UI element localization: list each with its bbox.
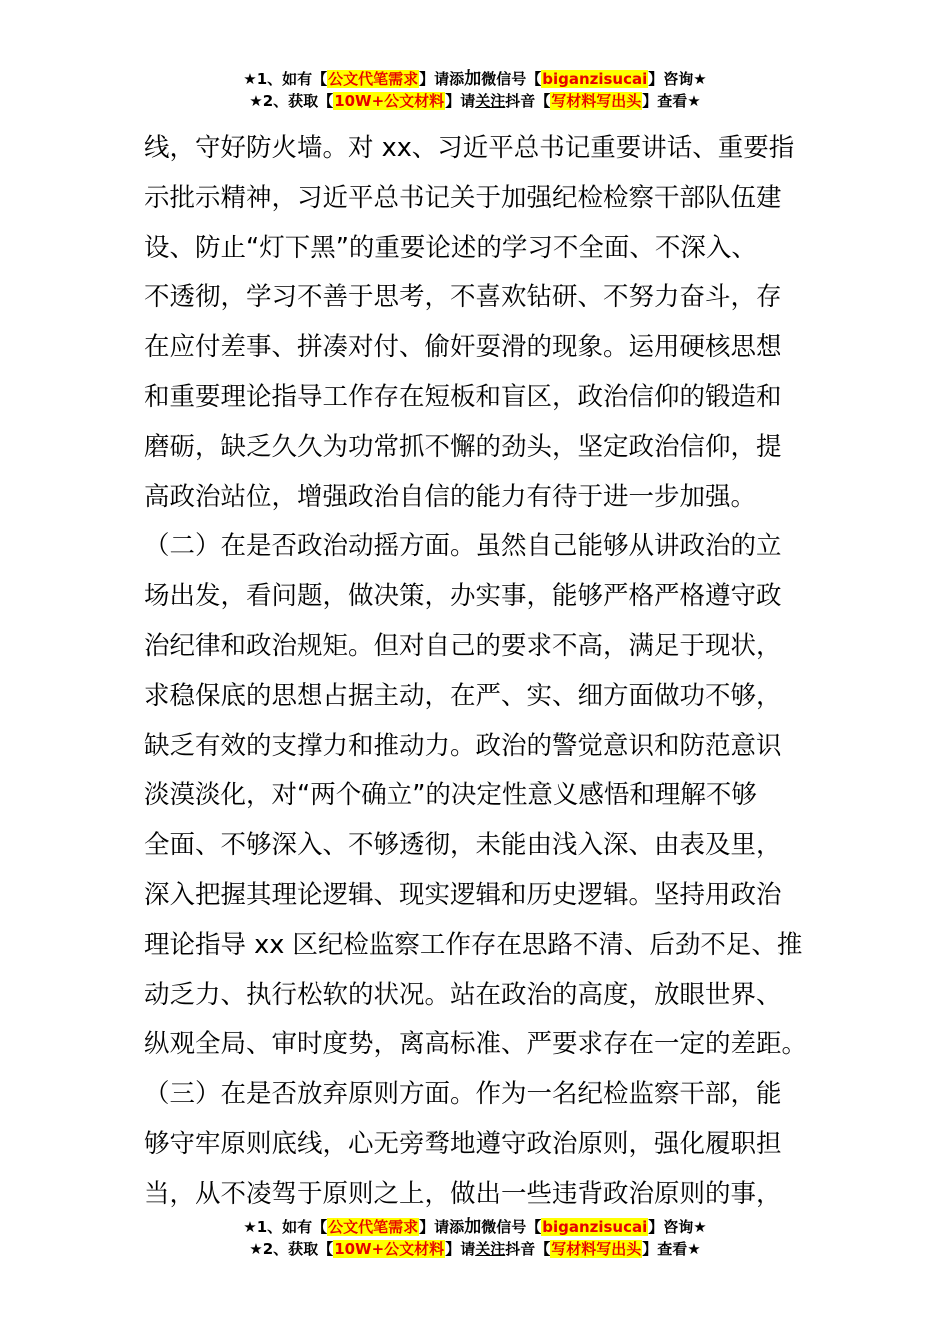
banner-text: 加 bbox=[464, 69, 482, 89]
body-line: 磨砺，缺乏久久为功常抓不懈的劲头，坚定政治信仰，提 bbox=[144, 431, 782, 462]
banner-text: ★2、获取【 bbox=[249, 1240, 334, 1258]
body-line: 不透彻，学习不善于思考，不喜欢钻研、不努力奋斗，存 bbox=[144, 282, 782, 313]
banner-highlight: 10W+公文材料 bbox=[334, 1240, 445, 1258]
banner-text: 】咨询★ bbox=[648, 70, 707, 88]
banner-text: 】请添 bbox=[419, 1218, 465, 1236]
banner-line-2 bbox=[0, 90, 950, 112]
banner-highlight: 公文代笔需求 bbox=[328, 70, 419, 88]
document-body bbox=[144, 124, 809, 1220]
body-line: 够守牢原则底线，心无旁骛地遵守政治原则，强化履职担 bbox=[144, 1128, 782, 1159]
banner-text: 加 bbox=[464, 1217, 482, 1237]
body-line: 深入把握其理论逻辑、现实逻辑和历史逻辑。坚持用政治 bbox=[144, 879, 782, 910]
banner-text: ★2、获取【 bbox=[249, 92, 334, 110]
body-line: 求稳保底的思想占据主动，在严、实、细方面做功不够， bbox=[144, 680, 782, 711]
banner-text: 关注 bbox=[475, 1240, 506, 1258]
body-line: 动乏力、执行松软的状况。站在政治的高度，放眼世界、 bbox=[144, 979, 782, 1010]
banner-text: ★1、如有【 bbox=[243, 1218, 328, 1236]
body-line: 淡漠淡化，对“两个确立”的决定性意义感悟和理解不够 bbox=[144, 780, 757, 811]
banner-highlight: 公文代笔需求 bbox=[328, 1218, 419, 1236]
body-line: 高政治站位，增强政治自信的能力有待于进一步加强。 bbox=[144, 481, 757, 512]
banner-highlight: 10W+公文材料 bbox=[334, 92, 445, 110]
banner-text: 】查看★ bbox=[642, 92, 701, 110]
body-line: 全面、不够深入、不够透彻，未能由浅入深、由表及里， bbox=[144, 830, 782, 861]
body-line: 设、防止“灯下黑”的重要论述的学习不全面、不深入、 bbox=[144, 232, 757, 263]
body-line: 治纪律和政治规矩。但对自己的要求不高，满足于现状， bbox=[144, 630, 782, 661]
body-line: （二）在是否政治动摇方面。虽然自己能够从讲政治的立 bbox=[144, 531, 782, 562]
body-line: 示批示精神，习近平总书记关于加强纪检检察干部队伍建 bbox=[144, 182, 782, 213]
banner-highlight: 写材料写出头 bbox=[551, 1240, 642, 1258]
banner-line-1 bbox=[0, 68, 950, 90]
banner-line-2 bbox=[0, 1238, 950, 1260]
body-line: 理论指导 xx 区纪检监察工作存在思路不清、后劲不足、推 bbox=[144, 929, 803, 960]
banner-text: 微信号【 bbox=[481, 1218, 542, 1236]
body-line: 当，从不凌驾于原则之上，做出一些违背政治原则的事， bbox=[144, 1178, 782, 1209]
body-line: （三）在是否放弃原则方面。作为一名纪检监察干部，能 bbox=[144, 1079, 782, 1110]
banner-line-1 bbox=[0, 1216, 950, 1238]
body-line: 场出发，看问题，做决策，办实事，能够严格严格遵守政 bbox=[144, 581, 782, 612]
footer-banner bbox=[0, 1216, 950, 1260]
body-line: 缺乏有效的支撑力和推动力。政治的警觉意识和防范意识 bbox=[144, 730, 782, 761]
banner-text: 】查看★ bbox=[642, 1240, 701, 1258]
body-line: 纵观全局、审时度势，离高标准、严要求存在一定的差距。 bbox=[144, 1029, 808, 1060]
banner-text: 】请添 bbox=[419, 70, 465, 88]
banner-text: 抖音【 bbox=[505, 1240, 551, 1258]
banner-highlight: 写材料写出头 bbox=[551, 92, 642, 110]
banner-text: 关注 bbox=[475, 92, 506, 110]
body-line: 在应付差事、拼凑对付、偷奸耍滑的现象。运用硬核思想 bbox=[144, 332, 782, 363]
body-line: 线，守好防火墙。对 xx、习近平总书记重要讲话、重要指 bbox=[144, 133, 795, 163]
body-line: 和重要理论指导工作存在短板和盲区，政治信仰的锻造和 bbox=[144, 381, 782, 412]
banner-text: 微信号【 bbox=[481, 70, 542, 88]
banner-highlight: biganzisucai bbox=[542, 70, 648, 88]
header-banner bbox=[0, 68, 950, 112]
banner-text: 抖音【 bbox=[505, 92, 551, 110]
banner-highlight: biganzisucai bbox=[542, 1218, 648, 1236]
banner-text: 】请 bbox=[445, 92, 476, 110]
banner-text: 】请 bbox=[445, 1240, 476, 1258]
banner-text: 】咨询★ bbox=[648, 1218, 707, 1236]
banner-text: ★1、如有【 bbox=[243, 70, 328, 88]
